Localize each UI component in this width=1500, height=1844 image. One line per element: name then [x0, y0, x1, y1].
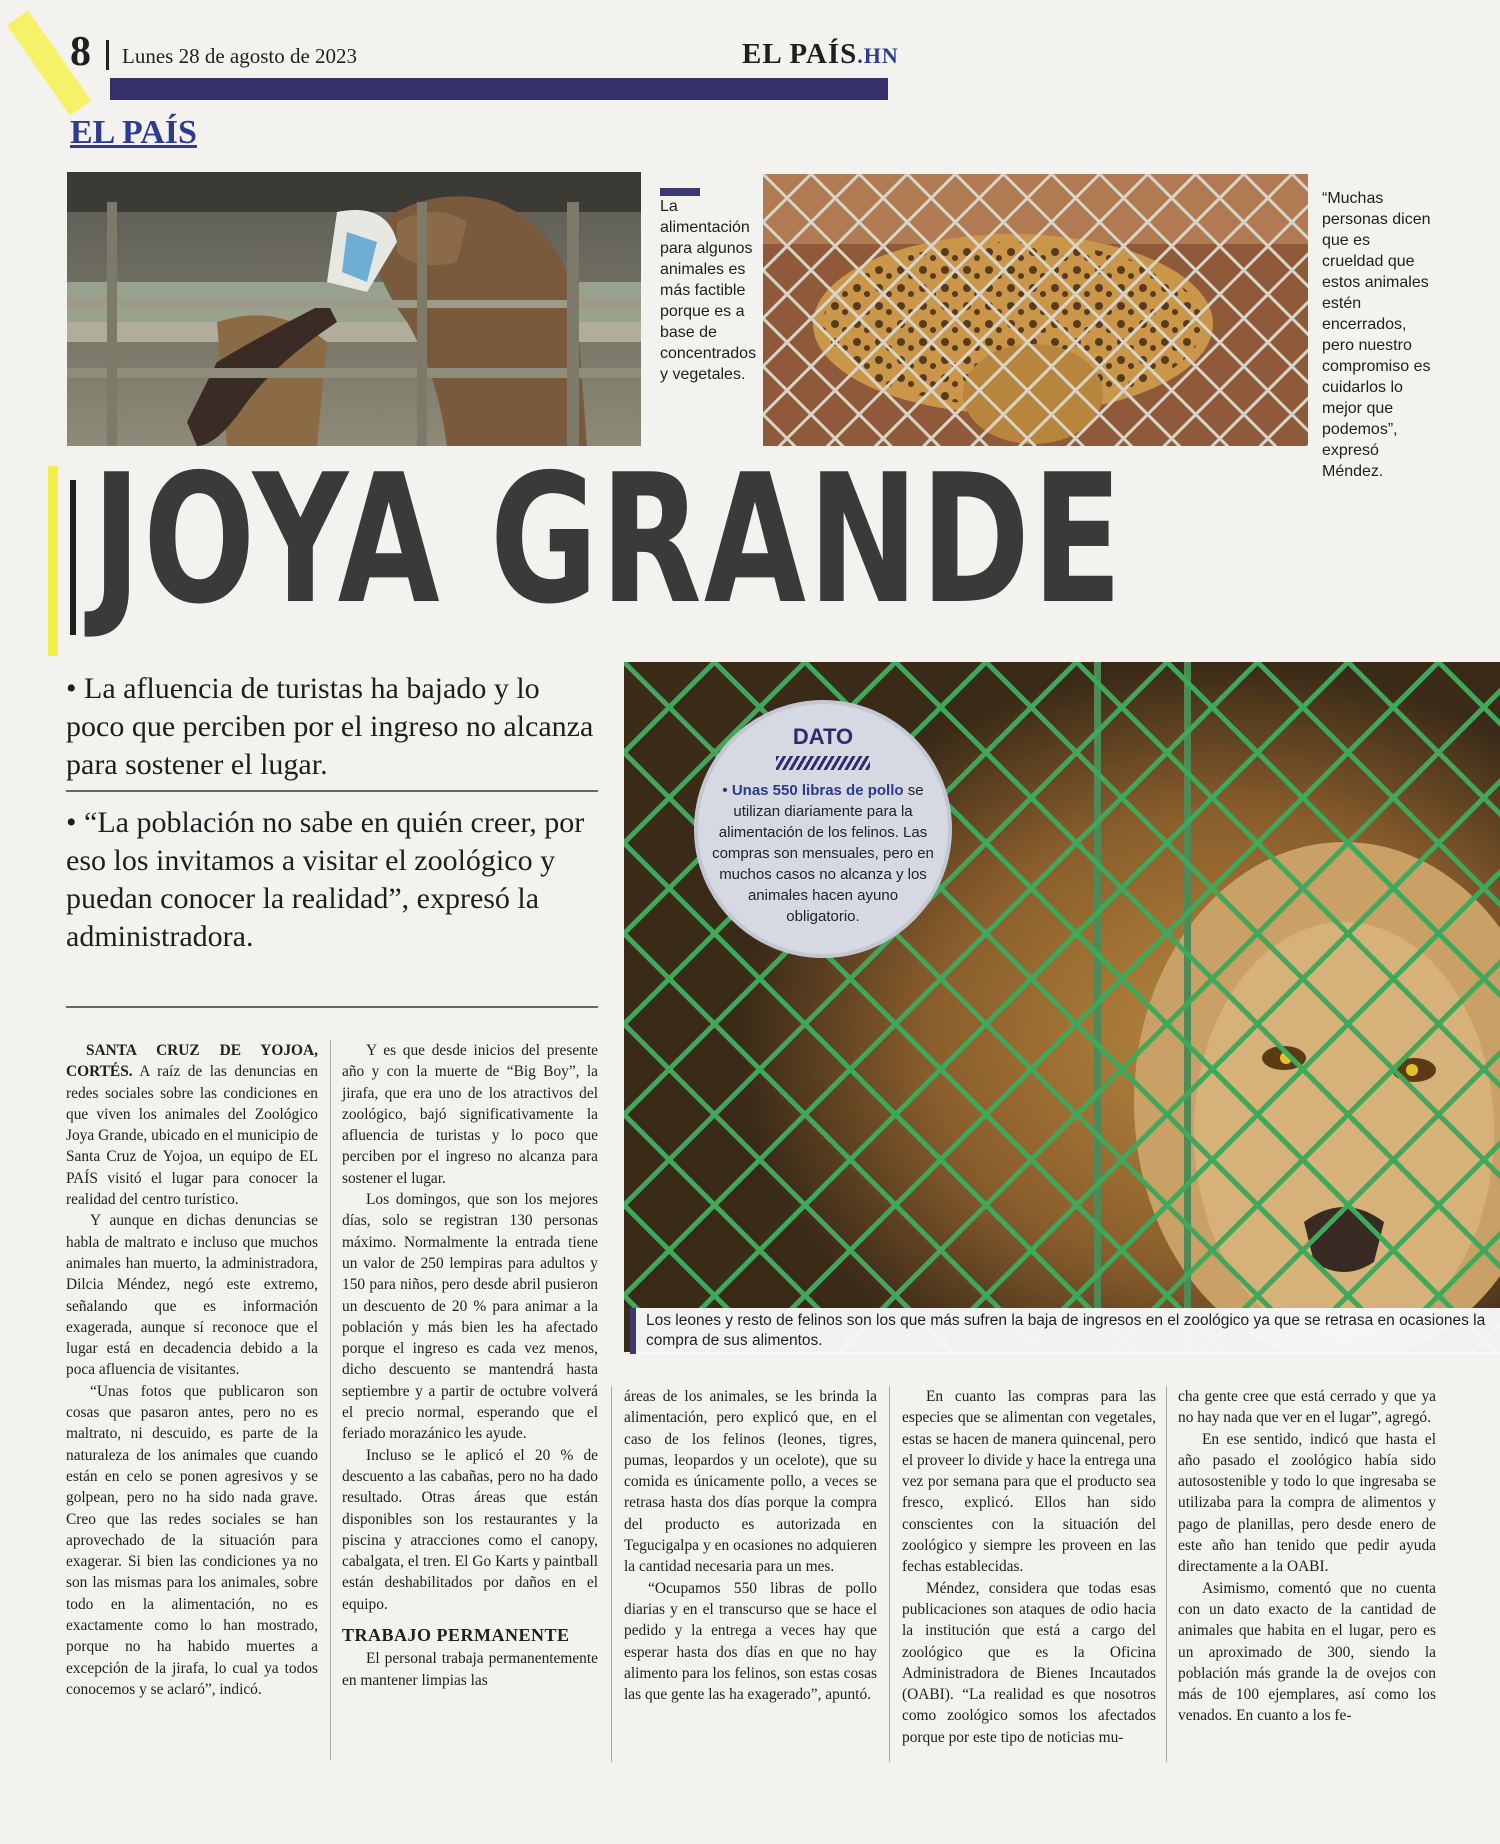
body-paragraph: cha gente cree que está cerrado y que ya no hay nada que ver en el lugar”, agregó.: [1178, 1388, 1436, 1427]
dateline: SANTA CRUZ DE YOJOA, CORTÉS.: [66, 1042, 318, 1081]
body-paragraph: Asimismo, comentó que no cuenta con un dato exacto de la cantidad de animales que habita en el lugar, pero es un aproximado de 300, siendo la población más grande la de ovejos con más de 100 ejemplares, así como los venados. En cuanto a los fe-: [1178, 1579, 1436, 1725]
deck-1: • La afluencia de turistas ha bajado y lo poco que perciben por el ingreso no alcanza para sostener el lugar.: [66, 672, 594, 781]
section-label: EL PAÍS: [70, 114, 197, 151]
dato-lead: • Unas 550 libras de pollo: [722, 782, 904, 799]
body-paragraph: “Ocupamos 550 libras de pollo diarias y en el transcurso que se hace el pedido y la entrega a veces hay que esperar hasta dos días en que no hay alimento para los felinos, son estas cosas las que gente las ha exagerado”, apuntó.: [624, 1579, 877, 1704]
caption-camel: La alimentación para algunos animales es más factible porque es a base de concentrados y vegetales.: [660, 198, 757, 383]
body-column-2: [342, 1040, 598, 1691]
body-paragraph: “Unas fotos que publicaron son cosas que pasaron antes, pero no es maltrato, ni descuido, es parte de la naturaleza de los animales que cuando están en celo se ponen agresivos y se golpean, pero no ha sido nada grave. Creo que las redes sociales se han aprovechado de la situación para exagerar. Si bien las condiciones ya no son las mismas para los animales, sobre todo en la alimentación, no es exactamente como lo han mostrado, porque no ha habido muertes a excepción de la jirafa, lo cual ya todos conocemos y se aclaró”, indicó.: [66, 1382, 318, 1698]
column-rule: [330, 1040, 331, 1760]
caption-lion-text: Los leones y resto de felinos son los que más sufren la baja de ingresos en el zoológico ya que se retrasa en ocasiones la compra de sus alimentos.: [646, 1312, 1486, 1349]
body-paragraph: Los domingos, que son los mejores días, solo se registran 130 personas máximo. Normalmente la entrada tiene un valor de 250 lempiras para adultos y 150 para niños, pero desde abril pusieron un descuento de 20 % para animar a la población y más bien les ha afectado porque el ingreso es cada vez menos, dicho descuento se mantendrá hasta septiembre y a partir de octubre volverá el precio normal, esperando que el feriado morazánico les ayude.: [342, 1191, 598, 1443]
deck-divider: [66, 790, 598, 792]
caption-marker: [660, 188, 700, 196]
logo-suffix: .HN: [857, 43, 899, 68]
body-column-4: [902, 1386, 1156, 1748]
body-paragraph: El personal trabaja permanentemente en mantener limpias las: [342, 1650, 598, 1689]
body-column-3: [624, 1386, 877, 1705]
body-column-5: [1178, 1386, 1436, 1727]
column-rule: [1166, 1386, 1167, 1762]
newspaper-logo: [742, 38, 899, 71]
photo-jaguar-cage: [763, 174, 1308, 446]
body-paragraph: Méndez, considera que todas esas publicaciones son ataques de odio hacia la institución que está a cargo del zoológico que es la Oficina Administradora de Bienes Incautados (OABI). “La realidad es que nosotros como zoológico somos los afectados porque por este tipo de noticias mu-: [902, 1579, 1156, 1746]
body-paragraph: áreas de los animales, se les brinda la alimentación, pero explicó que, en el caso de los felinos (leones, tigres, pumas, leopardos y un ocelote), que su comida es únicamente pollo, a veces se retrasa hasta dos días porque la compra del producto es autorizada en Tegucigalpa y en ocasiones no adquieren la cantidad necesaria para un mes.: [624, 1388, 877, 1576]
dato-body: se utilizan diariamente para la alimentación de los felinos. Las compras son mensuales, pero en muchos casos no alcanza y los animales hacen ayuno obligatorio.: [712, 782, 934, 925]
subhead: TRABAJO PERMANENTE: [342, 1625, 570, 1646]
photo-camel-feeding: [67, 172, 641, 446]
dato-title: DATO: [792, 724, 854, 749]
body-paragraph: Y aunque en dichas denuncias se habla de maltrato e incluso que muchos animales han muerto, la administradora, Dilcia Méndez, negó este extremo, señalando que es información exagerada, aunque sí reconoce que el lugar está en decadencia debido a la poca afluencia de visitantes.: [66, 1212, 318, 1379]
page-number: 8: [70, 29, 91, 75]
issue-date: Lunes 28 de agosto de 2023: [122, 44, 358, 68]
dato-bubble: [694, 700, 952, 958]
body-paragraph: Incluso se le aplicó el 20 % de descuento a las cabañas, pero no ha dado resultado. Otras áreas que están disponibles son los restaurantes y la piscina y atracciones como el canopy, cabalgata, el tren. El Go Karts y paintball están deshabilitados por daños en el equipo.: [342, 1446, 598, 1613]
headline-bar: [70, 480, 76, 635]
column-rule: [889, 1386, 890, 1762]
caption-lion: [630, 1308, 1500, 1354]
deck-divider: [66, 1006, 598, 1008]
headline: JOYA GRANDE: [92, 436, 1125, 643]
body-paragraph: En cuanto las compras para las especies que se alimentan con vegetales, estas se hacen de manera quincenal, pero el proveer lo divide y hace la entrega una vez por semana para que el producto sea fresco, explicó. Ellos han sido conscientes con la situación del zoológico y siempre les proveen en las fechas establecidas.: [902, 1388, 1156, 1576]
highlighter-mark-headline: [48, 466, 58, 656]
deck-2: • “La población no sabe en quién creer, por eso los invitamos a visitar el zoológico y puedan conocer la realidad”, expresó la administradora.: [66, 806, 585, 953]
dato-text: [712, 780, 934, 927]
header-separator: [106, 40, 109, 70]
body-text: A raíz de las denuncias en redes sociales sobre las condiciones en que viven los animales del Zoológico Joya Grande, ubicado en el municipio de Santa Cruz de Yojoa, un equipo de EL PAÍS visitó el lugar para conocer la realidad del centro turístico.: [66, 1063, 318, 1209]
caption-jaguar: “Muchas personas dicen que es crueldad que estos animales estén encerrados, pero nuestro compromiso es cuidarlos lo mejor que podemos”, expresó Méndez.: [1322, 190, 1431, 480]
logo-main: EL PAÍS: [742, 38, 858, 70]
body-column-1: [66, 1040, 318, 1700]
header-bar: [110, 78, 888, 100]
dato-hatch: [776, 756, 870, 770]
body-paragraph: [66, 1040, 318, 1210]
column-rule: [611, 1386, 612, 1762]
body-paragraph: Y es que desde inicios del presente año y con la muerte de “Big Boy”, la jirafa, que era uno de los atractivos del zoológico, bajó significativamente la afluencia de turistas y lo poco que perciben por el ingreso no alcanza para sostener el lugar.: [342, 1042, 598, 1187]
body-paragraph: En ese sentido, indicó que hasta el año pasado el zoológico había sido autosostenible y todo lo que ingresaba se utilizaba para la compra de alimentos y pago de planillas, pero desde enero de este año han tenido que pedir ayuda directamente a la OABI.: [1178, 1430, 1436, 1576]
